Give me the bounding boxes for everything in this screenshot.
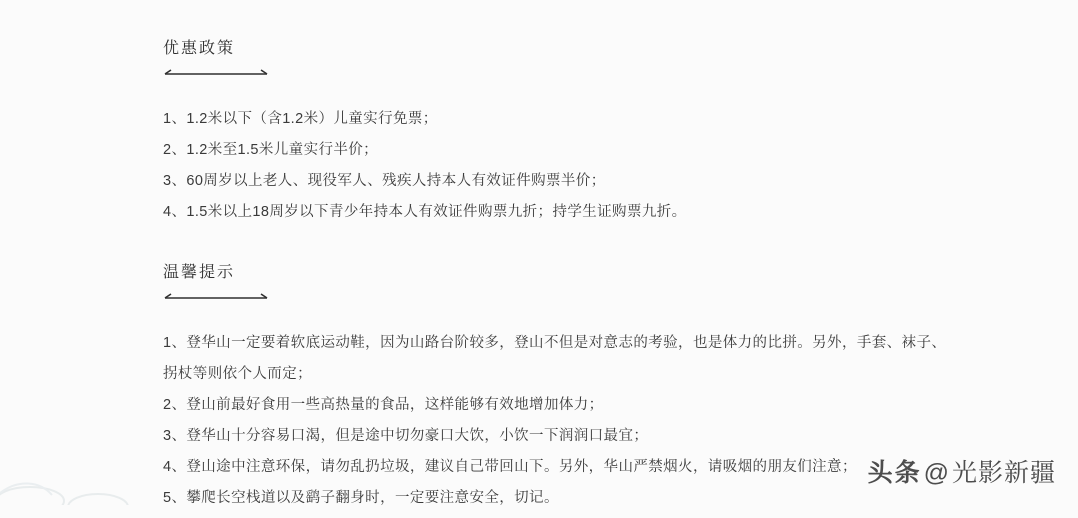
title-underline-ornament — [163, 68, 271, 78]
list-item: 3、60周岁以上老人、现役军人、残疾人持本人有效证件购票半价； — [163, 173, 606, 189]
watermark-logo: 头条 — [867, 459, 922, 487]
section-spacer — [163, 232, 953, 262]
list-item: 4、1.5米以上18周岁以下青少年持本人有效证件购票九折；持学生证购票九折。 — [163, 204, 687, 220]
list-item: 2、1.2米至1.5米儿童实行半价； — [163, 142, 379, 158]
document-content — [163, 38, 953, 518]
list-item: 2、登山前最好食用一些高热量的食品，这样能够有效地增加体力； — [163, 397, 604, 413]
list-item: 1、登华山一定要着软底运动鞋，因为山路台阶较多，登山不但是对意志的考验，也是体力的比拼。另外，手套、袜子、拐杖等则依个人而定； — [163, 335, 947, 382]
policy-list — [163, 104, 953, 228]
section-discount-policy — [163, 38, 953, 228]
list-item: 4、登山途中注意环保，请勿乱扔垃圾，建议自己带回山下。另外，华山严禁烟火，请吸烟的朋友们注意； — [163, 459, 857, 475]
list-item: 1、1.2米以下（含1.2米）儿童实行免票； — [163, 111, 438, 127]
watermark-author: 光影新疆 — [951, 459, 1056, 487]
decorative-shapes — [0, 435, 170, 505]
section-title: 优惠政策 — [163, 40, 236, 57]
section-title: 温馨提示 — [163, 264, 236, 281]
title-underline-ornament — [163, 292, 271, 302]
list-item: 3、登华山十分容易口渴，但是途中切勿豪口大饮，小饮一下润润口最宜； — [163, 428, 649, 444]
watermark — [868, 453, 1056, 489]
watermark-at-symbol: @ — [923, 459, 950, 487]
list-item: 5、攀爬长空栈道以及鹞子翻身时，一定要注意安全，切记。 — [163, 490, 559, 506]
section-warm-tips — [163, 262, 953, 514]
tips-list — [163, 328, 953, 514]
